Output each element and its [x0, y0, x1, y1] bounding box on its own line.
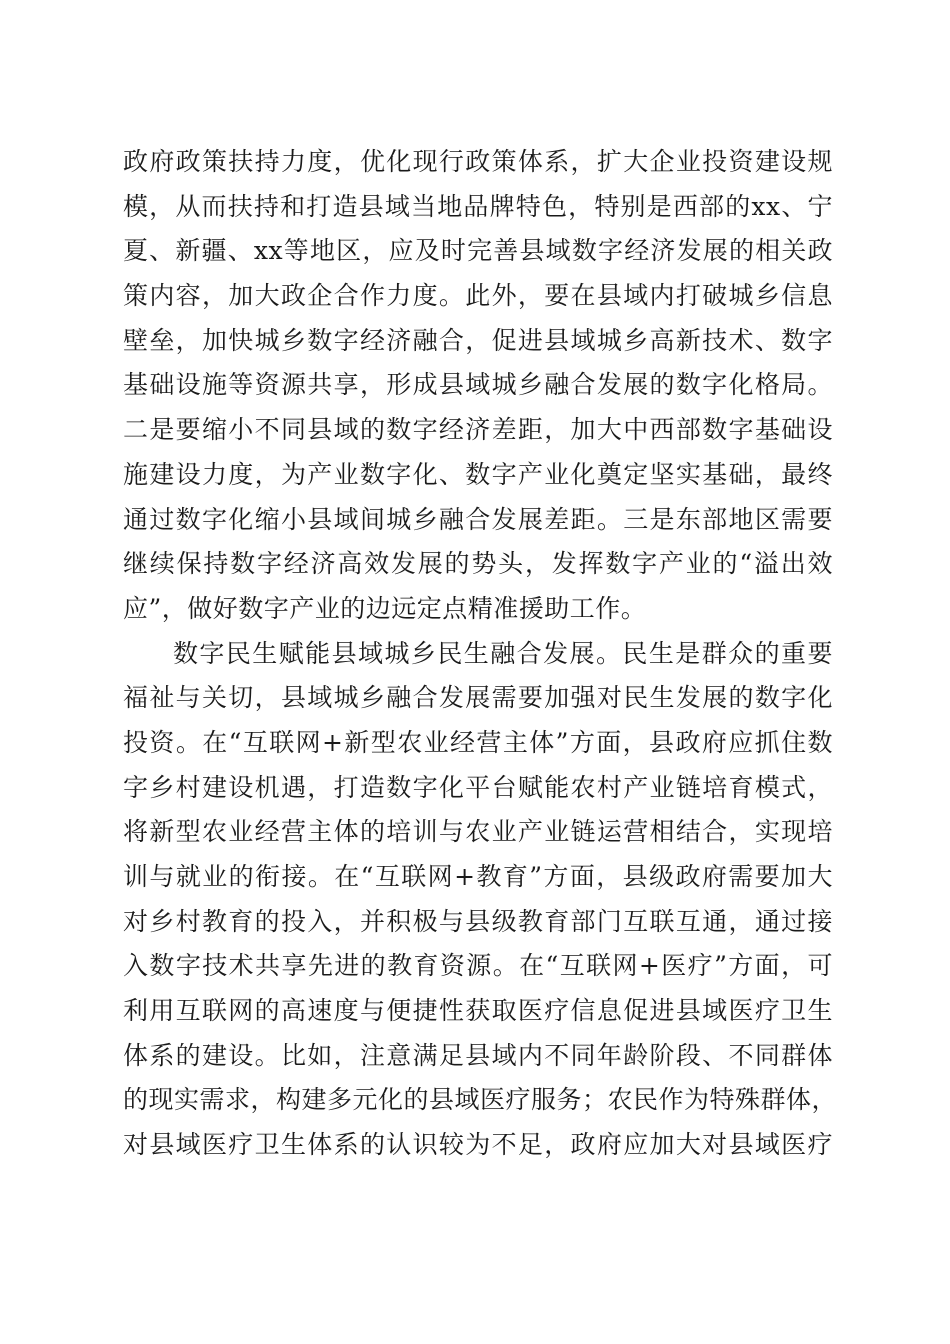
text-line: 字乡村建设机遇，打造数字化平台赋能农村产业链培育模式，	[123, 772, 833, 802]
document-body	[123, 140, 838, 1168]
text-line: 的现实需求，构建多元化的县域医疗服务；农民作为特殊群体，	[123, 1085, 838, 1115]
text-line: 对县域医疗卫生体系的认识较为不足，政府应加大对县域医疗	[123, 1130, 833, 1160]
paragraph-2	[123, 632, 838, 1168]
text-line: 二是要缩小不同县域的数字经济差距，加大中西部数字基础设	[123, 415, 833, 445]
paragraph-1	[123, 140, 833, 632]
text-line: 入数字技术共享先进的教育资源。在“互联网+医疗”方面，可	[123, 951, 833, 981]
text-line: 投资。在“互联网+新型农业经营主体”方面，县政府应抓住数	[123, 727, 833, 757]
text-line: 训与就业的衔接。在“互联网+教育”方面，县级政府需要加大	[123, 862, 833, 891]
text-line: 对乡村教育的投入，并积极与县级教育部门互联互通，通过接	[123, 906, 833, 936]
text-line: 基础设施等资源共享，形成县域城乡融合发展的数字化格局。	[123, 370, 833, 400]
text-line: 继续保持数字经济高效发展的势头，发挥数字产业的“溢出效	[123, 549, 833, 579]
text-line: 将新型农业经营主体的培训与农业产业链运营相结合，实现培	[123, 817, 833, 847]
text-line: 体系的建设。比如，注意满足县域内不同年龄阶段、不同群体	[123, 1040, 833, 1070]
text-line: 政府政策扶持力度，优化现行政策体系，扩大企业投资建设规	[123, 147, 833, 176]
text-line: 利用互联网的高速度与便捷性获取医疗信息促进县域医疗卫生	[123, 996, 833, 1026]
text-line: 壁垒，加快城乡数字经济融合，促进县域城乡高新技术、数字	[123, 325, 833, 355]
text-line: 福祉与关切，县域城乡融合发展需要加强对民生发展的数字化	[123, 683, 833, 713]
text-line: 数字民生赋能县域城乡民生融合发展。民生是群众的重要	[173, 638, 833, 668]
text-line: 通过数字化缩小县域间城乡融合发展差距。三是东部地区需要	[123, 504, 833, 534]
text-line: 应”，做好数字产业的边远定点精准援助工作。	[123, 593, 647, 623]
text-line: 策内容，加大政企合作力度。此外，要在县域内打破城乡信息	[123, 281, 833, 311]
text-line: 模，从而扶持和打造县域当地品牌特色，特别是西部的xx、宁	[123, 191, 833, 221]
text-line: 施建设力度，为产业数字化、数字产业化奠定坚实基础，最终	[123, 459, 833, 489]
text-line: 夏、新疆、xx等地区，应及时完善县域数字经济发展的相关政	[123, 236, 833, 266]
